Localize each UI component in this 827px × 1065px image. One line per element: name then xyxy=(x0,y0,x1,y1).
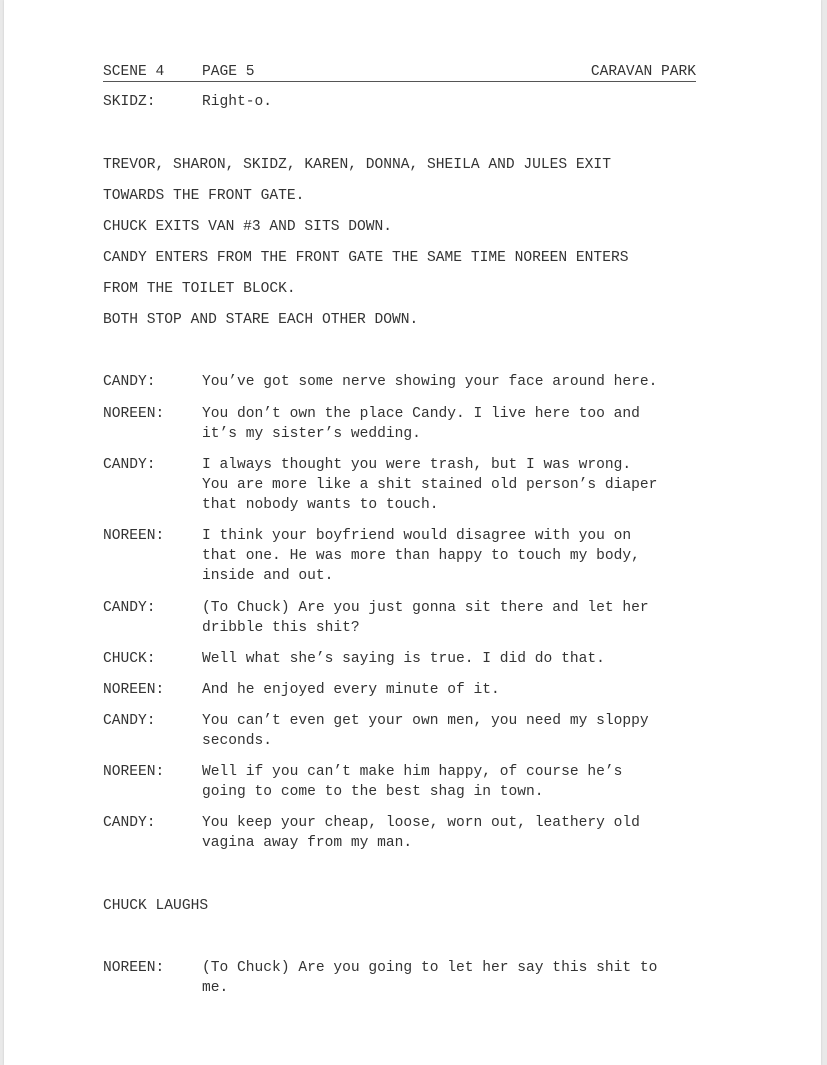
speaker-name: NOREEN: xyxy=(103,682,165,698)
dialogue-text: (To Chuck) Are you just gonna sit there and let her dribble this shit? xyxy=(202,600,649,636)
page-number: PAGE 5 xyxy=(202,64,255,80)
dialogue-text: Right-o. xyxy=(202,94,273,110)
speaker-name: CANDY: xyxy=(103,374,156,390)
action-line: CANDY ENTERS FROM THE FRONT GATE THE SAME TIME NOREEN ENTERS xyxy=(103,250,629,266)
dialogue-text: Well if you can’t make him happy, of course he’s going to come to the best shag in town. xyxy=(202,764,623,800)
dialogue-text: You don’t own the place Candy. I live here too and it’s my sister’s wedding. xyxy=(202,406,640,442)
action-line: TREVOR, SHARON, SKIDZ, KAREN, DONNA, SHEILA AND JULES EXIT xyxy=(103,157,611,173)
dialogue-text: You keep your cheap, loose, worn out, leathery old vagina away from my man. xyxy=(202,815,640,851)
dialogue-text: (To Chuck) Are you going to let her say this shit to me. xyxy=(202,960,658,996)
dialogue-text: I always thought you were trash, but I was wrong. You are more like a shit stained old person’s diaper that nobody wants to touch. xyxy=(202,457,658,513)
dialogue-text: I think your boyfriend would disagree with you on that one. He was more than happy to touch my body, inside and out. xyxy=(202,528,640,584)
speaker-name: NOREEN: xyxy=(103,764,165,780)
action-line: CHUCK EXITS VAN #3 AND SITS DOWN. xyxy=(103,219,393,235)
dialogue-text: You can’t even get your own men, you need my sloppy seconds. xyxy=(202,713,649,749)
action-line: FROM THE TOILET BLOCK. xyxy=(103,281,296,297)
speaker-name: CANDY: xyxy=(103,600,156,616)
script-page xyxy=(4,0,821,1065)
scene-location: CARAVAN PARK xyxy=(590,64,696,80)
dialogue-text: You’ve got some nerve showing your face around here. xyxy=(202,374,658,390)
speaker-name: NOREEN: xyxy=(103,406,165,422)
speaker-name: CANDY: xyxy=(103,713,156,729)
speaker-name: NOREEN: xyxy=(103,528,165,544)
scene-number: SCENE 4 xyxy=(103,64,165,80)
speaker-name: CHUCK: xyxy=(103,651,156,667)
action-line: BOTH STOP AND STARE EACH OTHER DOWN. xyxy=(103,312,419,328)
speaker-name: NOREEN: xyxy=(103,960,165,976)
dialogue-text: Well what she’s saying is true. I did do that. xyxy=(202,651,605,667)
action-line: TOWARDS THE FRONT GATE. xyxy=(103,188,305,204)
action-line: CHUCK LAUGHS xyxy=(103,898,209,914)
speaker-name: SKIDZ: xyxy=(103,94,156,110)
dialogue-text: And he enjoyed every minute of it. xyxy=(202,682,500,698)
page-header xyxy=(103,63,696,82)
speaker-name: CANDY: xyxy=(103,815,156,831)
speaker-name: CANDY: xyxy=(103,457,156,473)
